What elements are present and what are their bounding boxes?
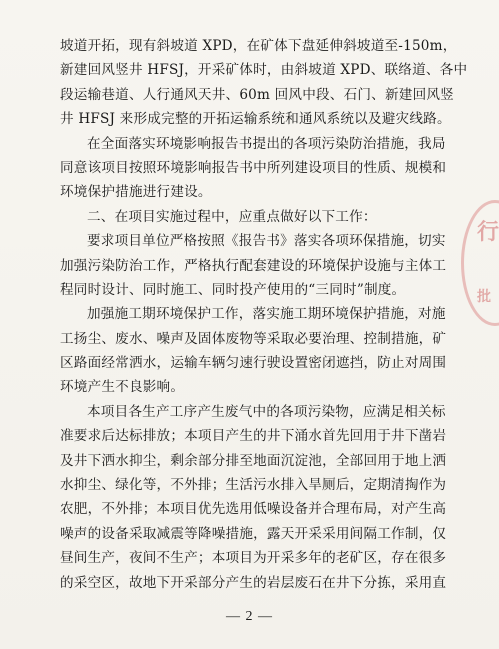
text-line: 程同时设计、同时施工、同时投产使用的“三同时”制度。 (60, 281, 406, 298)
text-line: 加强污染防治工作，严格执行配套建设的环境保护设施与主体工 (60, 257, 447, 274)
section-heading: 二、在项目实施过程中，应重点做好以下工作： (87, 208, 377, 225)
text-line: 噪声的设备采取减震等降噪措施，露天开采采用间隔工作制，仅 (60, 525, 447, 542)
text-line: 准要求后达标排放；本项目产生的井下涌水首先回用于井下凿岩 (60, 428, 447, 445)
text-line: 同意该项目按照环境影响报告书中所列建设项目的性质、规模和 (60, 159, 447, 176)
text-line: 段运输巷道、人行通风天井、60m 回风中段、石门、新建回风竖 (60, 86, 454, 103)
text-line: 环境保护措施进行建设。 (60, 184, 212, 201)
text-line: 环境产生不良影响。 (60, 379, 185, 396)
text-line: 新建回风竖井 HFSJ，开采矿体时，由斜坡道 XPD、联络道、各中 (60, 62, 468, 79)
text-line: 本项目各生产工序产生废气中的各项污染物，应满足相关标 (87, 403, 446, 420)
seal-character-2: 批 (477, 289, 491, 305)
text-line: 在全面落实环境影响报告书提出的各项污染防治措施，我局 (87, 135, 446, 152)
text-line: 坡道开拓，现有斜坡道 XPD，在矿体下盘延伸斜坡道至-150m， (60, 38, 457, 54)
text-line: 及井下洒水抑尘，剩余部分排至地面沉淀池，全部回用于地上洒 (60, 452, 447, 469)
text-line: 井 HFSJ 来形成完整的开拓运输系统和通风系统以及避灾线路。 (60, 111, 451, 128)
text-line: 加强施工期环境保护工作，落实施工期环境保护措施，对施 (87, 306, 446, 323)
page-number: — 2 — (226, 609, 273, 624)
text-line: 区路面经常洒水，运输车辆匀速行驶设置密闭遮挡，防止对周围 (60, 355, 447, 372)
document-body (60, 34, 468, 595)
text-line: 水抑尘、绿化等，不外排；生活污水排入旱厕后，定期清掏作为 (60, 477, 447, 494)
text-line: 要求项目单位严格按照《报告书》落实各项环保措施，切实 (87, 233, 446, 250)
text-line: 工扬尘、废水、噪声及固体废物等采取必要治理、控制措施，矿 (60, 330, 447, 347)
text-line: 昼间生产，夜间不生产；本项目为开采多年的老矿区，存在很多 (60, 550, 447, 567)
seal-character-1: 行 (477, 219, 499, 245)
text-line: 的采空区，故地下开采部分产生的岩层废石在井下分拣，采用直 (60, 574, 447, 591)
text-line: 农肥，不外排；本项目优先选用低噪设备并合理布局，对产生高 (60, 501, 447, 518)
